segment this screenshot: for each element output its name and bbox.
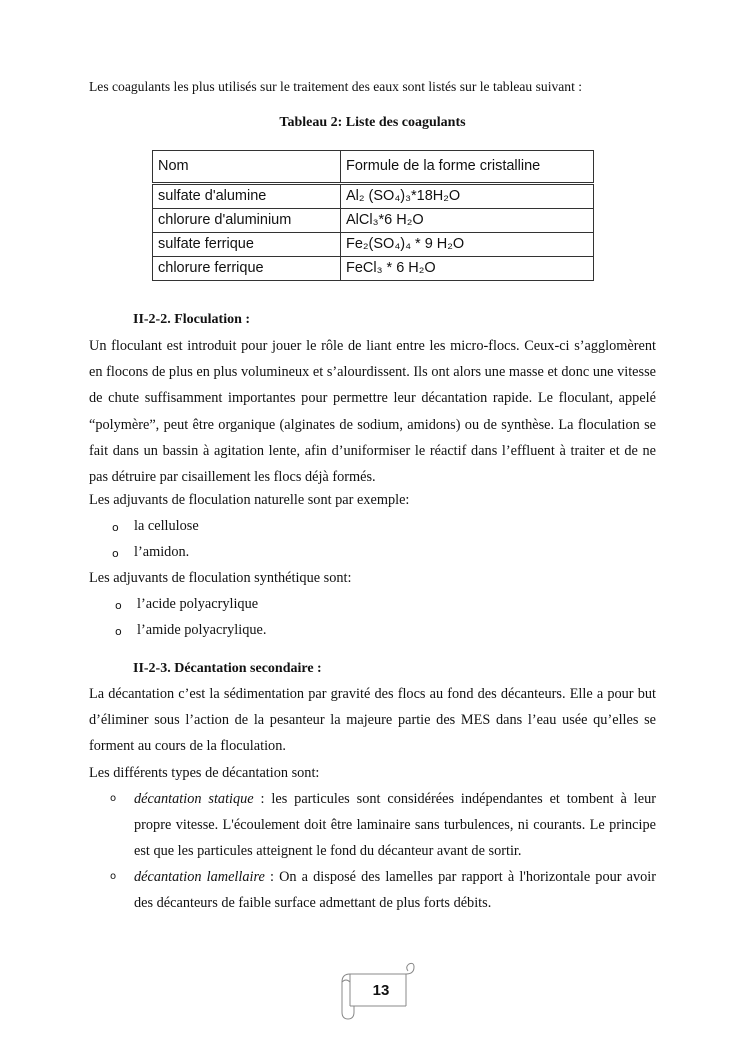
bullet-icon: o	[110, 793, 117, 804]
column-header-formula: Formule de la forme cristalline	[341, 151, 594, 184]
document-page: Les coagulants les plus utilisés sur le traitement des eaux sont listés sur le tableau suivant : Tableau 2: Liste des coagulants Nom Formule de la forme cristalline sulfate d'alumine Al₂ (SO₄)₃*18H₂O chlorure d'aluminium AlCl₃*6 H₂O sulfate ferrique Fe₂(SO₄)₄ * 9 H₂O chlorure ferrique FeCl₃ * 6 H₂O II-2-2. Floculation : Un floculant est introduit pour jouer le rôle de liant entre les micro-flocs. Ceux-ci s’agglomèrent en flocons de plus en plus volumineux et s’alourdissent. Ils ont alors une masse et donc une vitesse de chute suffisamment importantes pour permettre leur décantation rapide. Le floculant, appelé “polymère”, peut être organique (alginates de sodium, amidons) ou de synthèse. La floculation se fait dans un bassin à agitation lente, afin d’uniformiser le réactif dans l’effluent à traiter et de ne pas détruire par cisaillement les flocs déjà formés. Les adjuvants de floculation naturelle sont par exemple: o la cellulose o l’amidon. Les adjuvants de floculation synthétique sont: o l’acide polyacrylique o l’amide polyacrylique. II-2-3. Décantation secondaire : La décantation c’est la sédimentation par gravité des flocs au fond des décanteurs. Elle a pour but d’éliminer sous l’action de la pesanteur la majeure partie des MES dans l’eau usée qu’elles se forment au cours de la floculation. Les différents types de décantation sont: o décantation statique : les particules sont considérées indépendantes et tombent à leur propre vitesse. L'écoulement doit être laminaire sans turbulences, ni courants. Le principe est que les particules atteignent le fond du décanteur avant de sortir. o décantation lamellaire : On a disposé des lamelles par rapport à l'horizontale pour avoir des décanteurs de faible surface admettant de plus forts débits. 13	[0, 0, 745, 1053]
page-number: 13	[372, 982, 390, 999]
cell-formula: Fe₂(SO₄)₄ * 9 H₂O	[341, 233, 594, 257]
cell-formula: Al₂ (SO₄)₃*18H₂O	[341, 184, 594, 209]
type-term: décantation statique	[134, 791, 254, 807]
column-header-name: Nom	[153, 151, 341, 184]
bullet-icon: o	[112, 547, 119, 560]
floculation-paragraph: Un floculant est introduit pour jouer le rôle de liant entre les micro-flocs. Ceux-ci s’agglomèrent en flocons de plus en plus volumineux et s’alourdissent. Ils ont alors une masse et donc une vitesse de chute suffisamment importantes pour permettre leur décantation rapide. Le floculant, appelé “polymère”, peut être organique (alginates de sodium, amidons) ou de synthèse. La floculation se fait dans un bassin à agitation lente, afin d’uniformiser le réactif dans l’effluent à traiter et de ne pas détruire par cisaillement les flocs déjà formés.	[89, 338, 656, 486]
table-caption: Tableau 2: Liste des coagulants	[279, 115, 466, 130]
cell-name: chlorure ferrique	[153, 257, 341, 281]
natural-adjuvants-intro: Les adjuvants de floculation naturelle sont par exemple:	[89, 492, 410, 508]
cell-name: sulfate ferrique	[153, 233, 341, 257]
decantation-types-intro: Les différents types de décantation sont:	[89, 765, 320, 781]
list-item: o décantation lamellaire : On a disposé des lamelles par rapport à l'horizontale pour avoir des décanteurs de faible surface admettant de plus forts débits.	[110, 864, 656, 916]
bullet-icon: o	[115, 599, 122, 612]
cell-formula: AlCl₃*6 H₂O	[341, 209, 594, 233]
table-row	[153, 209, 594, 233]
bullet-icon: o	[110, 871, 117, 882]
bullet-icon: o	[112, 521, 119, 534]
coagulants-table	[152, 150, 594, 281]
synthetic-adjuvants-intro: Les adjuvants de floculation synthétique sont:	[89, 570, 352, 586]
bullet-icon: o	[115, 625, 122, 638]
cell-name: sulfate d'alumine	[153, 184, 341, 209]
table-row	[153, 233, 594, 257]
table-row	[153, 184, 594, 209]
table-row	[153, 257, 594, 281]
type-term: décantation lamellaire	[134, 869, 265, 885]
decantation-paragraph: La décantation c’est la sédimentation par gravité des flocs au fond des décanteurs. Elle a pour but d’éliminer sous l’action de la pesanteur la majeure partie des MES dans l’eau usée qu’elles se forment au cours de la floculation.	[89, 686, 656, 755]
list-item: o décantation statique : les particules sont considérées indépendantes et tombent à leur propre vitesse. L'écoulement doit être laminaire sans turbulences, ni courants. Le principe est que les particules atteignent le fond du décanteur avant de sortir.	[110, 786, 656, 865]
cell-formula: FeCl₃ * 6 H₂O	[341, 257, 594, 281]
cell-name: chlorure d'aluminium	[153, 209, 341, 233]
table-header-row	[153, 151, 594, 184]
intro-text: Les coagulants les plus utilisés sur le traitement des eaux sont listés sur le tableau suivant :	[89, 79, 583, 94]
section-heading-floculation: II-2-2. Floculation :	[133, 312, 251, 327]
section-heading-decantation: II-2-3. Décantation secondaire :	[133, 661, 322, 676]
